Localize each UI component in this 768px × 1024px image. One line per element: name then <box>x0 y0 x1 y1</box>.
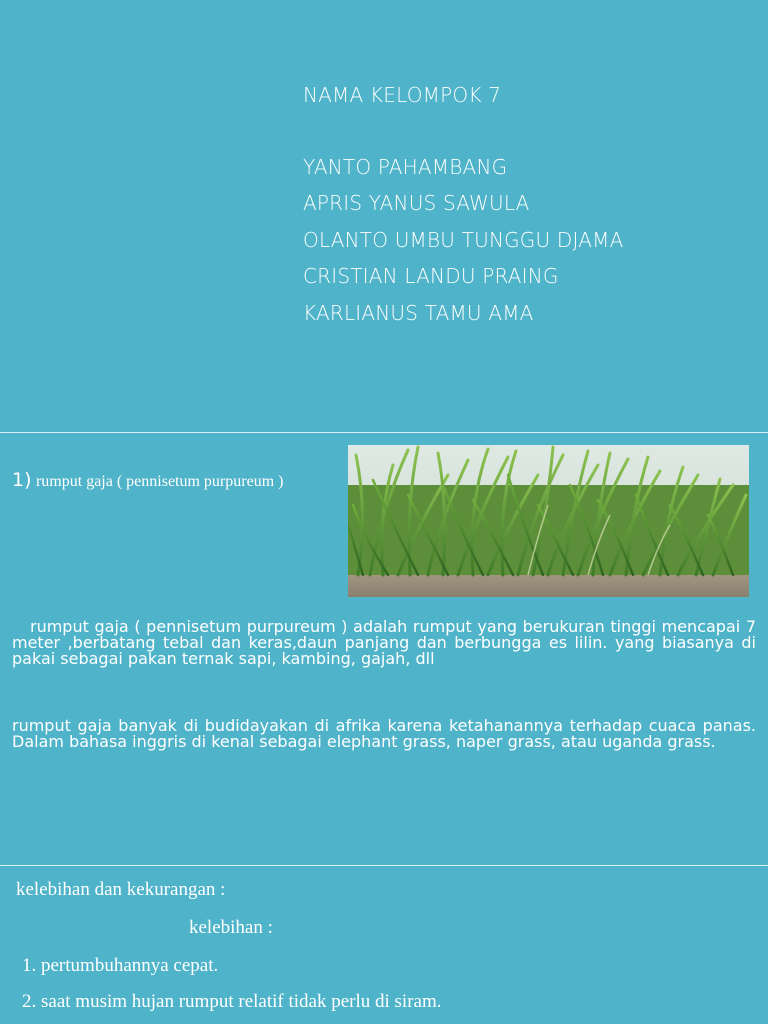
slide-elephant-grass <box>0 433 768 865</box>
item-title: rumput gaja ( pennisetum purpureum ) <box>35 473 284 490</box>
member-name: OLANTO UMBU TUNGGU DJAMA <box>303 228 624 252</box>
description-paragraph: rumput gaja ( pennisetum purpureum ) adalah rumput yang berukuran tinggi mencapai 7 meter ,berbatang tebal dan keras,daun panjang dan berbungga es lilin. yang biasanya di pakai sebagai pakan ternak sapi, kambing, gajah, dll <box>12 617 756 668</box>
group-title: NAMA KELOMPOK 7 <box>303 83 502 107</box>
grass-photo <box>348 445 749 597</box>
advantage-item: 1. pertumbuhannya cepat. <box>22 955 219 976</box>
pros-cons-heading: kelebihan dan kekurangan : <box>16 879 226 900</box>
member-name: APRIS YANUS SAWULA <box>303 191 530 215</box>
advantage-item: 2. saat musim hujan rumput relatif tidak perlu di siram. <box>22 991 442 1012</box>
advantages-heading: kelebihan : <box>189 917 273 938</box>
member-name: CRISTIAN LANDU PRAING <box>303 264 559 288</box>
member-name: YANTO PAHAMBANG <box>303 155 508 179</box>
member-name: KARLIANUS TAMU AMA <box>303 301 534 325</box>
slide-pros-cons <box>0 866 768 1024</box>
item-number: 1) <box>12 469 32 491</box>
description-paragraph: rumput gaja banyak di budidayakan di afrika karena ketahanannya terhadap cuaca panas. Dalam bahasa inggris di kenal sebagai elephant grass, naper grass, atau uganda grass. <box>12 716 756 751</box>
slide-group-members <box>0 0 768 432</box>
item-heading <box>12 469 283 491</box>
